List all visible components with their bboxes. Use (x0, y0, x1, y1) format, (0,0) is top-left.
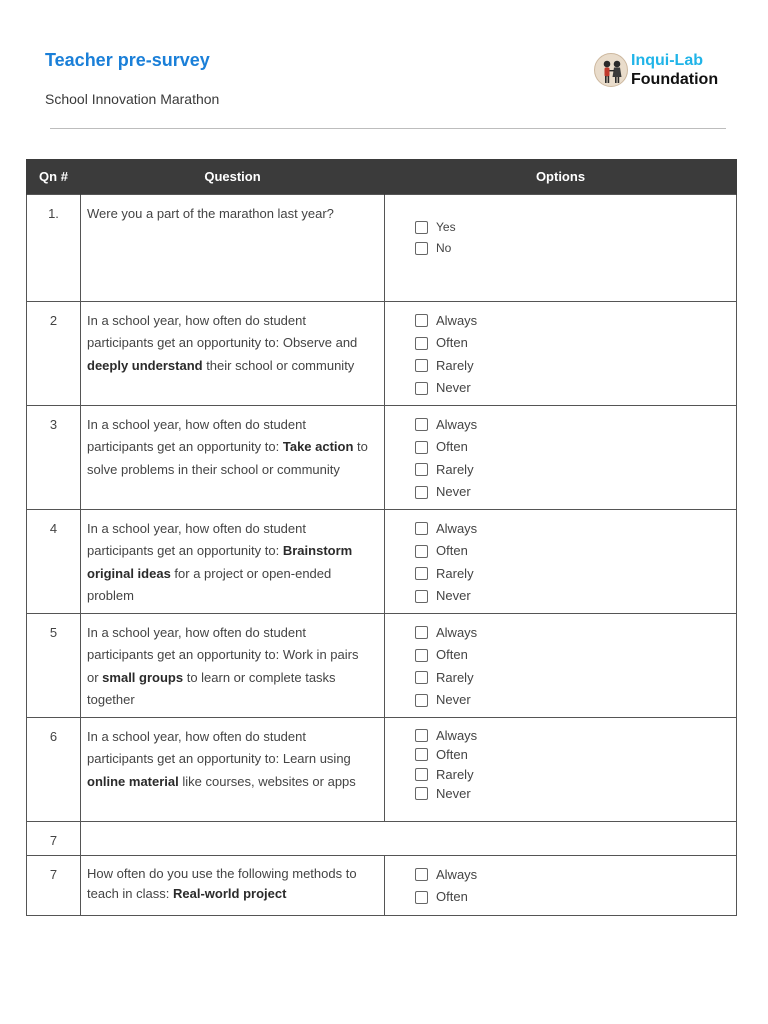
question-number: 1. (27, 194, 81, 301)
checkbox-icon[interactable] (415, 694, 428, 707)
checkbox-icon[interactable] (415, 337, 428, 350)
checkbox-icon[interactable] (415, 522, 428, 535)
table-row (27, 509, 737, 613)
option-checkbox[interactable]: Often (415, 332, 736, 355)
survey-table (26, 159, 737, 916)
survey-title: Teacher pre-survey (45, 50, 210, 70)
checkbox-icon[interactable] (415, 486, 428, 499)
option-checkbox[interactable]: Rarely (415, 355, 736, 378)
option-checkbox[interactable]: Often (415, 745, 736, 765)
checkbox-icon[interactable] (415, 382, 428, 395)
checkbox-icon[interactable] (415, 891, 428, 904)
options-cell (385, 301, 737, 405)
question-text: How often do you use the following methods to teach in class: Real-world project (81, 855, 385, 915)
question-text: In a school year, how often do student participants get an opportunity to: Brainstorm original ideas for a project or open-ended problem (81, 509, 385, 613)
checkbox-icon[interactable] (415, 314, 428, 327)
option-checkbox[interactable]: Never (415, 377, 736, 400)
checkbox-icon[interactable] (415, 441, 428, 454)
options-cell (385, 194, 737, 301)
table-row (27, 301, 737, 405)
checkbox-icon[interactable] (415, 590, 428, 603)
option-checkbox[interactable]: Always (415, 726, 736, 746)
question-text: In a school year, how often do student participants get an opportunity to: Work in pairs or small groups to learn or complete tasks together (81, 613, 385, 717)
option-checkbox[interactable]: Never (415, 784, 736, 804)
question-text: In a school year, how often do student participants get an opportunity to: Take action to solve problems in their school or community (81, 405, 385, 509)
option-checkbox[interactable]: No (415, 238, 736, 259)
options-cell (385, 405, 737, 509)
checkbox-icon[interactable] (415, 729, 428, 742)
header-divider (50, 128, 726, 129)
question-text: In a school year, how often do student participants get an opportunity to: Learn using online material like courses, websites or apps (81, 717, 385, 821)
table-row (27, 821, 737, 855)
question-number: 6 (27, 717, 81, 821)
section-header-cell (81, 821, 737, 855)
question-text: In a school year, how often do student participants get an opportunity to: Observe and deeply understand their school or community (81, 301, 385, 405)
question-number: 7 (27, 821, 81, 855)
option-checkbox[interactable]: Often (415, 644, 736, 667)
option-checkbox[interactable]: Often (415, 886, 736, 909)
option-checkbox[interactable]: Always (415, 622, 736, 645)
options-cell (385, 855, 737, 915)
options-cell (385, 613, 737, 717)
checkbox-icon[interactable] (415, 868, 428, 881)
survey-subtitle: School Innovation Marathon (45, 91, 220, 107)
logo-badge-icon (594, 53, 628, 87)
table-row (27, 717, 737, 821)
table-row (27, 194, 737, 301)
checkbox-icon[interactable] (415, 787, 428, 800)
option-checkbox[interactable]: Often (415, 540, 736, 563)
question-number: 7 (27, 855, 81, 915)
checkbox-icon[interactable] (415, 463, 428, 476)
checkbox-icon[interactable] (415, 671, 428, 684)
option-checkbox[interactable]: Always (415, 864, 736, 887)
option-checkbox[interactable]: Always (415, 310, 736, 333)
question-number: 2 (27, 301, 81, 405)
checkbox-icon[interactable] (415, 748, 428, 761)
column-header-question: Question (81, 159, 385, 194)
checkbox-icon[interactable] (415, 567, 428, 580)
column-header-qn: Qn # (27, 159, 81, 194)
question-text: Were you a part of the marathon last year? (81, 194, 385, 301)
checkbox-icon[interactable] (415, 242, 428, 255)
option-checkbox[interactable]: Yes (415, 217, 736, 238)
checkbox-icon[interactable] (415, 545, 428, 558)
question-number: 5 (27, 613, 81, 717)
table-row (27, 613, 737, 717)
logo-text-foundation: Foundation (631, 71, 719, 88)
inquilab-logo (594, 52, 734, 92)
checkbox-icon[interactable] (415, 626, 428, 639)
option-checkbox[interactable]: Rarely (415, 563, 736, 586)
option-checkbox[interactable]: Often (415, 436, 736, 459)
options-cell (385, 717, 737, 821)
checkbox-icon[interactable] (415, 768, 428, 781)
table-row (27, 855, 737, 915)
checkbox-icon[interactable] (415, 221, 428, 234)
option-checkbox[interactable]: Always (415, 414, 736, 437)
logo-text-inquilab: Inqui-Lab (631, 52, 703, 69)
checkbox-icon[interactable] (415, 418, 428, 431)
table-row (27, 405, 737, 509)
option-checkbox[interactable]: Never (415, 689, 736, 712)
option-checkbox[interactable]: Rarely (415, 459, 736, 482)
table-header-row (27, 159, 737, 194)
question-number: 3 (27, 405, 81, 509)
checkbox-icon[interactable] (415, 649, 428, 662)
option-checkbox[interactable]: Never (415, 481, 736, 504)
checkbox-icon[interactable] (415, 359, 428, 372)
options-cell (385, 509, 737, 613)
option-checkbox[interactable]: Never (415, 585, 736, 608)
option-checkbox[interactable]: Rarely (415, 667, 736, 690)
column-header-options: Options (385, 159, 737, 194)
question-number: 4 (27, 509, 81, 613)
option-checkbox[interactable]: Rarely (415, 765, 736, 785)
option-checkbox[interactable]: Always (415, 518, 736, 541)
